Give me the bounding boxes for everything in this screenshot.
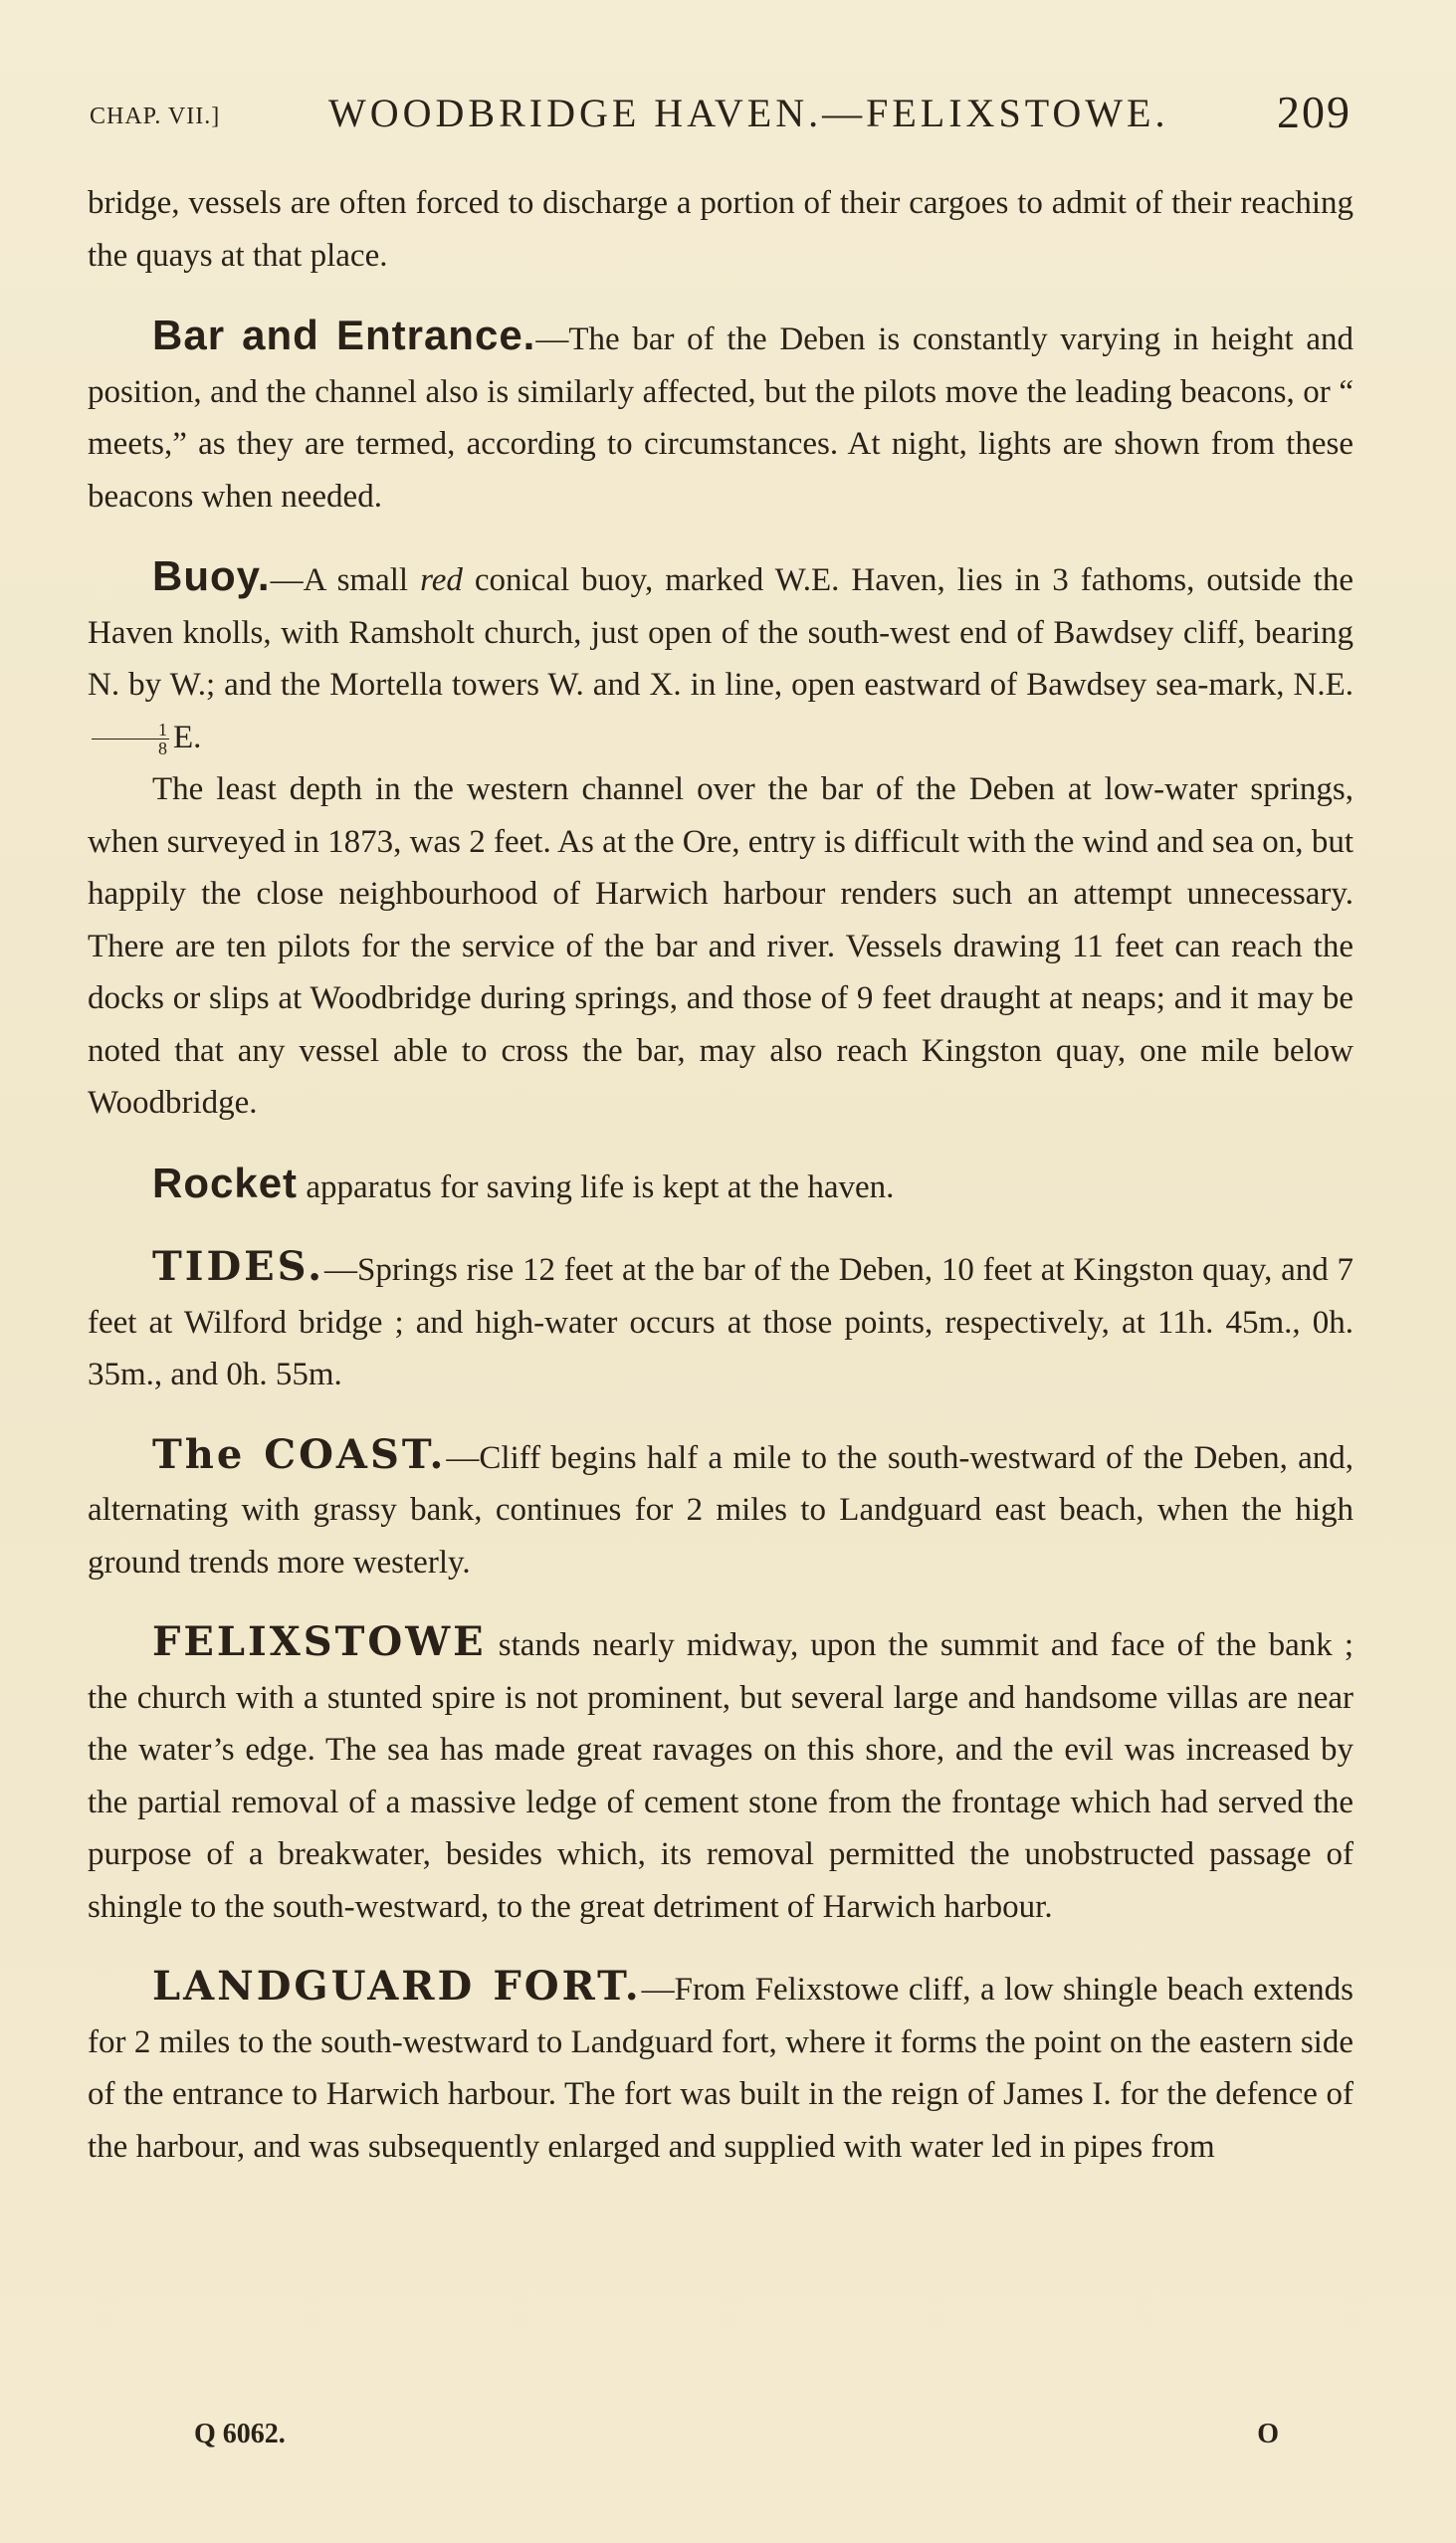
rocket-text: apparatus for saving life is kept at the haven. bbox=[298, 1168, 895, 1205]
continuation-text: bridge, vessels are often forced to discharge a portion of their cargoes to admit of their reaching the quays at that place. bbox=[88, 185, 1353, 274]
buoy-paragraph bbox=[88, 550, 1353, 763]
rocket-heading: Rocket bbox=[152, 1159, 299, 1206]
buoy-text-a: —A small bbox=[270, 562, 421, 598]
buoy-heading: Buoy. bbox=[152, 552, 271, 599]
bar-heading: Bar and Entrance. bbox=[152, 312, 536, 358]
depth-text: The least depth in the western channel over the bar of the Deben at low-water springs, when surveyed in 1873, was 2 feet. As at the Ore, entry is difficult with the wind and sea on, but happily the close neighbourhood of Harwich harbour renders such an attempt unnecessary. There are ten pilots for the service of the bar and river. Vessels drawing 11 feet can reach the docks or slips at Woodbridge during springs, and those of 9 feet draught at neaps; and it may be noted that any vessel able to cross the bar, may also reach Kingston quay, one mile below Woodbridge. bbox=[88, 771, 1353, 1121]
coast-heading: The COAST. bbox=[152, 1430, 447, 1478]
fraction-denominator: 8 bbox=[158, 739, 167, 759]
printer-signature: Q 6062. bbox=[194, 2419, 286, 2449]
coast-paragraph bbox=[88, 1429, 1353, 1589]
landguard-text: —From Felixstowe cliff, a low shingle beach extends for 2 miles to the south-westward to Landguard fort, where it forms the point on the eastern side of the entrance to Harwich harbour. The fort was built in the reign of James I. for the defence of the harbour, and was subsequently enlarged and supplied with water led in pipes from bbox=[88, 1972, 1353, 2165]
buoy-text-b: conical buoy, marked W.E. Haven, lies in 3 fathoms, outside the Haven knolls, with Ramsholt church, just open of the south-west end of Bawdsey cliff, bearing N. by W.; and the Mortella towers W. and X. in line, open eastward of Bawdsey sea-mark, N.E. bbox=[88, 562, 1353, 703]
page-footer bbox=[194, 2419, 1279, 2458]
sheet-mark: O bbox=[1257, 2419, 1279, 2449]
body-text bbox=[88, 177, 1353, 2173]
bar-paragraph bbox=[88, 310, 1353, 523]
tides-text: —Springs rise 12 feet at the bar of the Deben, 10 feet at Kingston quay, and 7 feet at Wilford bridge ; and high-water occurs at those points, respectively, at 11h. 45m., 0h. 35m., and 0h. 55m. bbox=[88, 1252, 1353, 1392]
depth-paragraph bbox=[88, 763, 1353, 1130]
felixstowe-text: stands nearly midway, upon the summit and face of the bank ; the church with a stunted spire is not prominent, but several large and handsome villas are near the water’s edge. The sea has made great ravages on this shore, and the evil was increased by the partial removal of a massive ledge of cement stone from the frontage which had served the purpose of a breakwater, besides which, its removal permitted the unobstructed passage of shingle to the south-westward, to the great detriment of Harwich harbour. bbox=[88, 1627, 1353, 1925]
felixstowe-heading: FELIXSTOWE bbox=[152, 1618, 487, 1665]
running-head bbox=[90, 86, 1363, 145]
buoy-text-red: red bbox=[420, 562, 463, 598]
tides-paragraph bbox=[88, 1241, 1353, 1401]
chapter-label: CHAP. VII.] bbox=[90, 104, 221, 129]
bar-text: —The bar of the Deben is constantly varying in height and position, and the channel also is similarly affected, but the pilots move the leading beacons, or “ meets,” as they are termed, according to circumstances. At night, lights are shown from these beacons when needed. bbox=[88, 321, 1353, 515]
rocket-paragraph bbox=[88, 1158, 1353, 1214]
page-number: 209 bbox=[1277, 87, 1352, 137]
landguard-heading: LANDGUARD FORT. bbox=[152, 1963, 642, 2010]
continuation-paragraph bbox=[88, 177, 1353, 282]
landguard-paragraph bbox=[88, 1961, 1353, 2173]
coast-text: —Cliff begins half a mile to the south-westward of the Deben, and, alternating with grassy bank, continues for 2 miles to Landguard east beach, when the high ground trends more westerly. bbox=[88, 1439, 1353, 1581]
running-title: WOODBRIDGE HAVEN.—FELIXSTOWE. bbox=[328, 91, 1169, 135]
fraction-one-eighth bbox=[92, 721, 169, 757]
felixstowe-paragraph bbox=[88, 1616, 1353, 1933]
tides-heading: TIDES. bbox=[152, 1243, 325, 1290]
fraction-numerator: 1 bbox=[92, 721, 169, 740]
buoy-text-c: E. bbox=[173, 719, 202, 755]
